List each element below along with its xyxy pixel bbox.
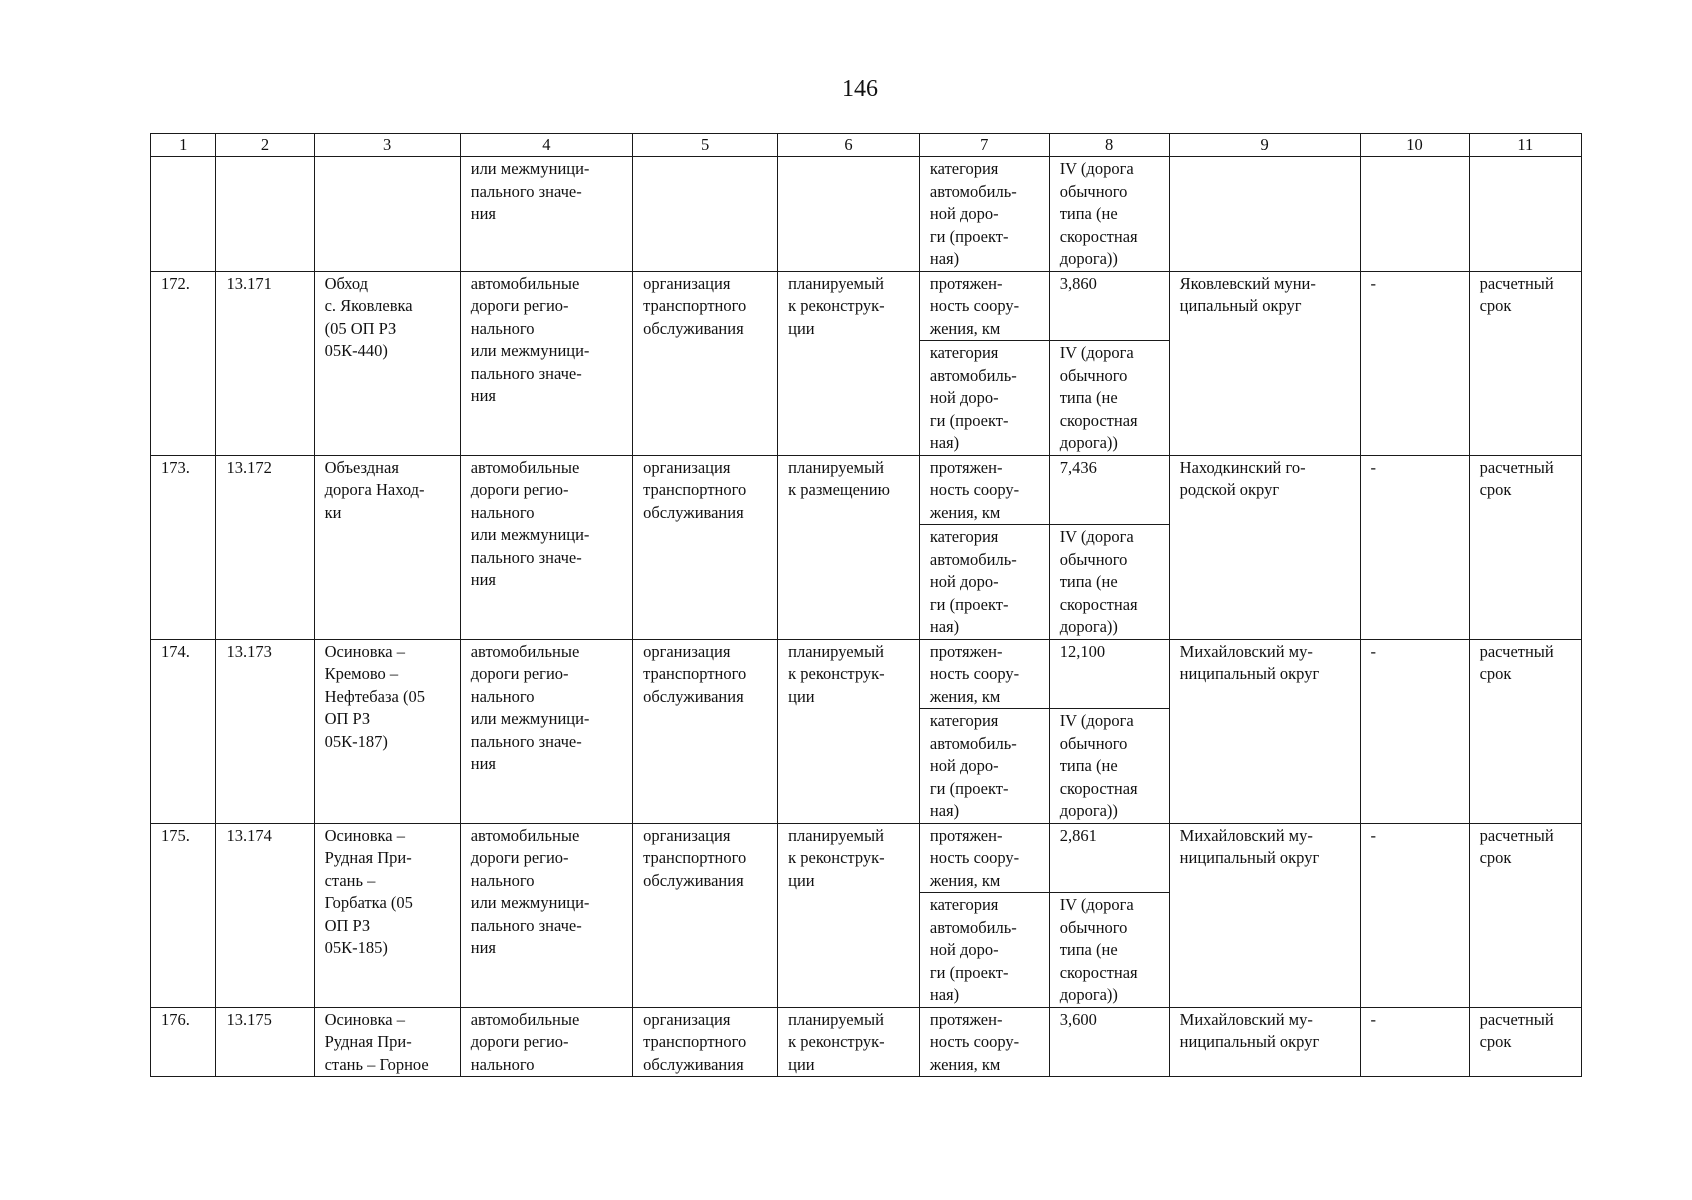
cell-purpose: организация транспортного обслуживания [633, 639, 778, 823]
cell-term: расчетный срок [1469, 455, 1581, 639]
cell-col10: - [1360, 823, 1469, 1007]
header-col-2: 2 [216, 134, 314, 157]
cell-param-value: 7,436 [1049, 455, 1169, 525]
cell-param-name: протяжен- ность соору- жения, км [919, 1007, 1049, 1077]
header-col-9: 9 [1169, 134, 1360, 157]
page-number: 146 [842, 76, 878, 102]
cell-type: или межмуници- пального значе- ния [460, 157, 632, 272]
cell-purpose: организация транспортного обслуживания [633, 455, 778, 639]
header-col-11: 11 [1469, 134, 1581, 157]
cell-type: автомобильные дороги регио- нального или межмуници- пального значе- ния [460, 639, 632, 823]
cell-num: 175. [151, 823, 216, 1007]
cell-term: расчетный срок [1469, 1007, 1581, 1077]
cell-code: 13.175 [216, 1007, 314, 1077]
cell-location: Яковлевский муни- ципальный округ [1169, 271, 1360, 455]
cell-name: Осиновка – Кремово – Нефтебаза (05 ОП РЗ 05К-187) [314, 639, 460, 823]
cell-type: автомобильные дороги регио- нального [460, 1007, 632, 1077]
cell-term: расчетный срок [1469, 823, 1581, 1007]
cell-param-name: протяжен- ность соору- жения, км [919, 639, 1049, 709]
header-col-10: 10 [1360, 134, 1469, 157]
cell-param-name: категория автомобиль- ной доро- ги (проект- ная) [919, 157, 1049, 272]
cell-type: автомобильные дороги регио- нального или межмуници- пального значе- ния [460, 823, 632, 1007]
objects-table [150, 133, 1582, 1077]
header-col-8: 8 [1049, 134, 1169, 157]
cell-location: Михайловский му- ниципальный округ [1169, 1007, 1360, 1077]
cell-location: Михайловский му- ниципальный округ [1169, 823, 1360, 1007]
cell-param-value: IV (дорога обычного типа (не скоростная дорога)) [1049, 157, 1169, 272]
cell-name: Осиновка – Рудная При- стань – Горное [314, 1007, 460, 1077]
continuation-row [151, 157, 1582, 272]
cell-param-value: IV (дорога обычного типа (не скоростная дорога)) [1049, 893, 1169, 1008]
cell-term: расчетный срок [1469, 271, 1581, 455]
cell-num: 172. [151, 271, 216, 455]
cell-col10: - [1360, 639, 1469, 823]
cell-num: 174. [151, 639, 216, 823]
cell-location: Находкинский го- родской округ [1169, 455, 1360, 639]
cell-term: расчетный срок [1469, 639, 1581, 823]
header-col-1: 1 [151, 134, 216, 157]
cell-status: планируемый к реконструк- ции [778, 823, 920, 1007]
cell-purpose: организация транспортного обслуживания [633, 1007, 778, 1077]
cell-code: 13.171 [216, 271, 314, 455]
table-row [151, 823, 1582, 893]
header-row [151, 134, 1582, 157]
header-col-5: 5 [633, 134, 778, 157]
cell-param-name: протяжен- ность соору- жения, км [919, 271, 1049, 341]
cell-name: Осиновка – Рудная При- стань – Горбатка (05 ОП РЗ 05К-185) [314, 823, 460, 1007]
cell-param-value: IV (дорога обычного типа (не скоростная дорога)) [1049, 341, 1169, 456]
table-row [151, 639, 1582, 709]
cell-param-value: 3,600 [1049, 1007, 1169, 1077]
cell-purpose: организация транспортного обслуживания [633, 823, 778, 1007]
cell-param-name: категория автомобиль- ной доро- ги (проект- ная) [919, 341, 1049, 456]
cell-param-name: протяжен- ность соору- жения, км [919, 455, 1049, 525]
cell-name: Обход с. Яковлевка (05 ОП РЗ 05К-440) [314, 271, 460, 455]
cell-param-value: IV (дорога обычного типа (не скоростная дорога)) [1049, 709, 1169, 824]
cell-param-value: 12,100 [1049, 639, 1169, 709]
cell-name: Объездная дорога Наход- ки [314, 455, 460, 639]
cell-purpose: организация транспортного обслуживания [633, 271, 778, 455]
cell-param-name: протяжен- ность соору- жения, км [919, 823, 1049, 893]
header-col-3: 3 [314, 134, 460, 157]
header-col-7: 7 [919, 134, 1049, 157]
table-row [151, 271, 1582, 341]
header-col-6: 6 [778, 134, 920, 157]
cell-num: 173. [151, 455, 216, 639]
cell-num: 176. [151, 1007, 216, 1077]
table-row [151, 1007, 1582, 1077]
cell-param-value: 3,860 [1049, 271, 1169, 341]
cell-col10: - [1360, 455, 1469, 639]
cell-code: 13.172 [216, 455, 314, 639]
cell-col10: - [1360, 271, 1469, 455]
cell-status: планируемый к реконструк- ции [778, 639, 920, 823]
cell-param-name: категория автомобиль- ной доро- ги (проект- ная) [919, 525, 1049, 640]
cell-status: планируемый к размещению [778, 455, 920, 639]
cell-param-name: категория автомобиль- ной доро- ги (проект- ная) [919, 709, 1049, 824]
cell-status: планируемый к реконструк- ции [778, 1007, 920, 1077]
table-row [151, 455, 1582, 525]
cell-location: Михайловский му- ниципальный округ [1169, 639, 1360, 823]
cell-param-name: категория автомобиль- ной доро- ги (проект- ная) [919, 893, 1049, 1008]
cell-type: автомобильные дороги регио- нального или межмуници- пального значе- ния [460, 455, 632, 639]
cell-code: 13.174 [216, 823, 314, 1007]
cell-param-value: IV (дорога обычного типа (не скоростная дорога)) [1049, 525, 1169, 640]
cell-status: планируемый к реконструк- ции [778, 271, 920, 455]
cell-code: 13.173 [216, 639, 314, 823]
header-col-4: 4 [460, 134, 632, 157]
cell-type: автомобильные дороги регио- нального или межмуници- пального значе- ния [460, 271, 632, 455]
cell-col10: - [1360, 1007, 1469, 1077]
cell-param-value: 2,861 [1049, 823, 1169, 893]
